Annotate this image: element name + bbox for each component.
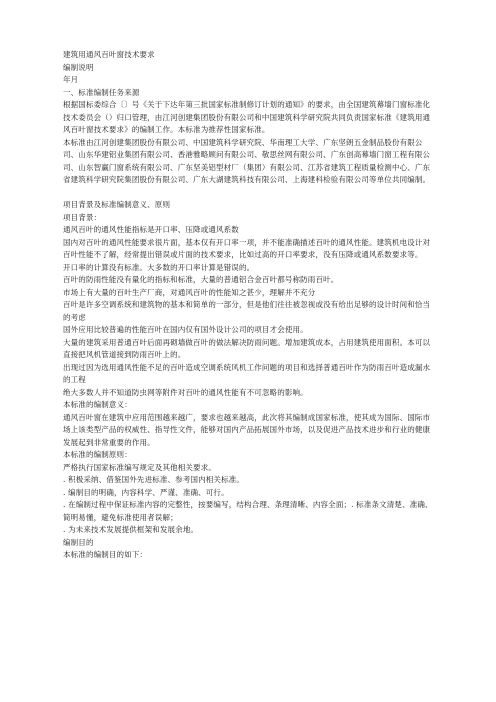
subsection-heading: 本标准的编制原则： <box>63 450 132 459</box>
section-subtitle: 编制说明 <box>63 62 94 72</box>
paragraph: 国内对百叶的通风性能要求很片面，基本仅有开口率一项，并不能准确描述百叶的通风性能。建筑机电设计对百叶性能不了解，经常提出错误或片面的技术要求，比如过高的开口率要求，没有压降或通风系数要求等。 <box>63 237 431 259</box>
list-item: . 积极采纳、借鉴国外先进标准、参考国内相关标准。 <box>63 475 245 484</box>
list-item: . 编制目的明确，内容科学、严谨、准确、可行。 <box>63 487 229 497</box>
section-heading: 一、标准编制任务来源 <box>63 87 140 97</box>
paragraph: 市场上有大量的百叶生产厂商，对通风百叶的性能知之甚少，理解并不充分 <box>63 287 316 297</box>
section-heading: 项目背景及标准编制意义、原则 <box>63 200 171 209</box>
paragraph: 通风百叶窗在建筑中应用范围越来越广，要求也越来越高，此次将其编制成国家标准，使其成为国际、国际市场上该类型产品的权威性、指导性文件，能够对国内产品拓展国外市场，以及促进产品技术进步和行业的健康发展起到非常重要的作用。 <box>63 412 431 447</box>
subsection-heading: 本标准的编制意义： <box>63 400 132 409</box>
paragraph: 出现过因为选用通风性能不足的百叶造成空调系统风机工作问题的项目和选择普通百叶作为防雨百叶造成漏水的工程 <box>63 362 431 384</box>
paragraph: 开口率的计算没有标准。大多数的开口率计算是错误的。 <box>63 262 255 272</box>
date-line: 年月 <box>63 75 79 84</box>
list-item: . 为未来技术发展提供框架和发展余地。 <box>63 525 199 534</box>
paragraph: 国外应用比较普遍的性能百叶在国内仅有国外设计公司的项目才会使用。 <box>63 325 308 334</box>
document-body <box>63 49 435 562</box>
paragraph: 百叶是许多空调系统和建筑物的基本和简单的一部分，但是他们往往被忽视或没有给出足够的设计时间和恰当的考虑 <box>63 300 431 322</box>
document-title: 建筑用通风百叶窗技术要求 <box>63 50 155 59</box>
paragraph: 大量的建筑采用普通百叶后面再砌墙做百叶的做法解决防雨问题。增加建筑成本，占用建筑使用面积。本可以直接把风机管道接到防雨百叶上的。 <box>63 337 431 359</box>
paragraph: 百叶的防雨性能没有量化的指标和标准，大量的普通铝合金百叶都号称防雨百叶。 <box>63 275 339 284</box>
blank-line <box>63 187 435 200</box>
subsection-heading: 项目背景： <box>63 212 102 222</box>
paragraph: 通风百叶的通风性能指标是开口率、压降或通风系数 <box>63 225 239 234</box>
paragraph: 绝大多数人并不知道防虫网等附件对百叶的通风性能有不可忽略的影响。 <box>63 387 308 397</box>
paragraph: 根据国标委综合〔〕号《关于下达年第三批国家标准制修订计划的通知》的要求，由全国建筑幕墙门窗标准化技术委员会（）归口管理，由江河创建集团股份有限公司和中国建筑科学研究院共同负责国家标准《建筑用通风百叶窗技术要求》的编制工作。本标准为推荐性国家标准。 <box>63 100 431 134</box>
paragraph: 本标准的编制目的如下： <box>63 550 148 559</box>
paragraph: 严格执行国家标准编写规定及其他相关要求。 <box>63 462 216 472</box>
paragraph: 本标准由江河创建集团股份有限公司、中国建筑科学研究院、华南理工大学、广东坚朗五金制品股份有限公司、山东华建铝业集团有限公司、香港雅略顾问有限公司、敬思丝网有限公司、广东创高幕墙门窗工程有限公司、山东智赢门窗系统有限公司、广东坚美铝型材厂（集团）有限公司、江苏省建筑工程质量检测中心、广东省建筑科学研究院集团股份有限公司、广东大湖建筑科技有限公司、上海建科检验有限公司等单位共同编制。 <box>63 137 431 184</box>
list-item: . 在编制过程中保证标准内容的完整性，按要编写，结构合理、条理清晰、内容全面；. 标准条文清楚、准确、简明易懂，避免标准使用者误解； <box>63 500 433 522</box>
subsection-heading: 编制目的 <box>63 537 94 547</box>
